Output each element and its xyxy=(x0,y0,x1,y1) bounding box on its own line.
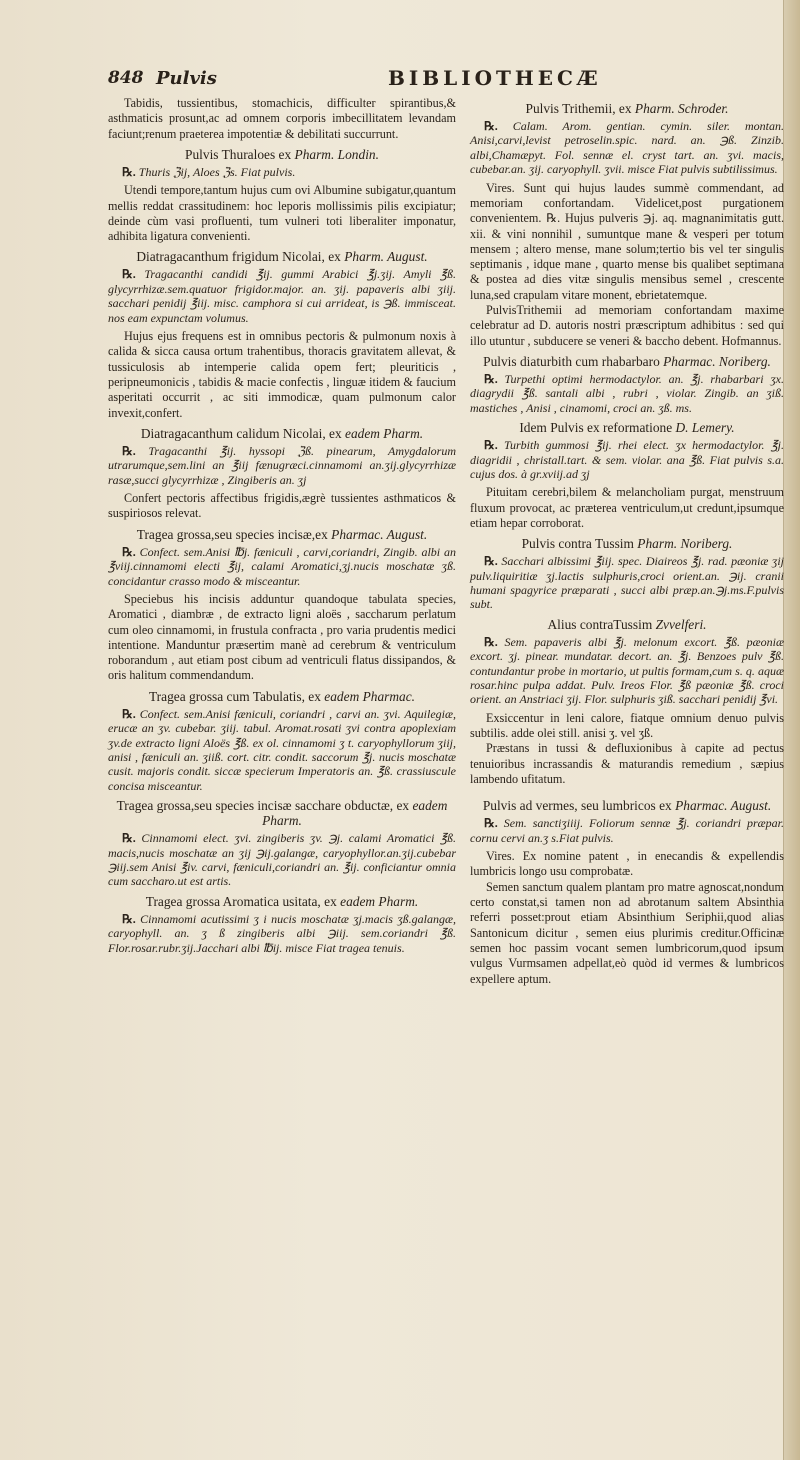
recipe-symbol: ℞. xyxy=(484,634,505,649)
heading-text: Pulvis ad vermes, seu lumbricos ex xyxy=(482,798,676,814)
recipe-heading xyxy=(470,354,784,369)
prescription-text: Cinnamomi elect. ʒvi. zingiberis ʒv. ℈j. calami Aromatici ℥ß. macis,nucis moschatæ an ʒij ℈ij.galangæ, caryophyllor.an.ʒij.cubebar ℈iij.sem Anisi ℥iv. carvi, fæniculi,coriandri an. ℥ij. conficiantur omnia cum saccharo.ut est artis. xyxy=(108,831,457,889)
prescription xyxy=(108,912,456,955)
recipe-heading xyxy=(470,617,784,632)
heading-text: Tragea grossa,seu species incisæ sacchare obductæ, ex xyxy=(116,798,413,814)
heading-text: Pulvis contra Tussim xyxy=(521,536,638,552)
right-column xyxy=(470,96,784,987)
prescription-text: Tragacanthi ℥ij. hyssopi ℨß. pinearum, Amygdalorum utrarumque,sem.lini an ℥iij fænugræci.cinnamomi an.ʒij.glycyrrhizæ rasæ,succi glycyrrhizæ , Zingiberis an. ʒj xyxy=(108,443,456,487)
prescription xyxy=(470,119,784,177)
prescription xyxy=(470,372,784,415)
recipe-heading xyxy=(108,527,456,542)
heading-text: Pulvis Thuraloes ex xyxy=(185,146,295,162)
spacer xyxy=(470,787,784,793)
heading-text: Tragea grossa Aromatica usitata, ex xyxy=(145,893,341,909)
prescription-text: Confect. sem.Anisi fæniculi, coriandri , carvi an. ʒvi. Aquilegiæ, erucæ an ʒv. cubebar. ʒiij. tabul. Aromat.rosati ʒvi contra apoplexiam ʒv.de extracto ligni Aloës ℥ß. ex ol. cinnamomi ʒ t. caryophyllorum ʒiij, anisi , fæniculi an. ʒiiß. cort. citr. condit. saccorum ℥j. nucis moschatæ cusit. majoris condit. siccæ specierum Imperatoris an. ℥ß. crassiuscule concisa misceantur. xyxy=(108,706,456,793)
paragraph: Semen sanctum qualem plantam pro matre agnoscat,nondum certo constat,si tamen non ad abrotanum saltem Absinthia referri posset:prout etiam Absinthium Seriphii,quod alias Santonicum dicitur , semen eius plurimis creditur.Officinæ semen hoc passim vocant semen lumbricorum,quod ipsum vulgus Vurmsamen adpellat,eò quòd id vermes & lumbricos expellere aptum. xyxy=(470,879,784,986)
recipe-symbol: ℞. xyxy=(122,831,142,846)
recipe-heading xyxy=(470,101,784,116)
prescription-text: Calam. Arom. gentian. cymin. siler. montan. Anisi,carvi,levist petroselin.spic. nard. an. ℈ß. Zinzib. albi,Chamæpyt. Fol. sennæ el. cryst tart. an. ʒvi. macis, cubebar.an. ʒij. caryophyll. ʒvii. misce Fiat pulvis subtilissimus. xyxy=(470,119,784,177)
heading-text: Pulvis Trithemii, ex xyxy=(525,101,635,116)
recipe-symbol: ℞. xyxy=(484,554,502,569)
paragraph: Speciebus his incisis adduntur quandoque tabulata species, Aromatici , diambræ , de extracto ligni aloës , saccharum perlatum cum oleo cinnamomi, in frustula confracta , pro varia prudentis medici intentione. Manduntur præsertim manè ad cerebrum & ventriculum roborandum , aut etiam post cibum ad ventriculi flatus dissipandos, & oris halitum commendandum. xyxy=(108,591,456,683)
recipe-heading xyxy=(470,536,784,551)
prescription xyxy=(108,165,456,179)
heading-source: Pharm. Schroder. xyxy=(634,101,729,116)
heading-source: eadem Pharmac. xyxy=(324,688,416,704)
heading-text: Diatragacanthum frigidum Nicolai, ex xyxy=(136,249,345,265)
prescription xyxy=(470,554,784,612)
recipe-symbol: ℞. xyxy=(122,443,149,458)
heading-source: Zvvelferi. xyxy=(655,616,707,632)
heading-text: Tragea grossa,seu species incisæ,ex xyxy=(136,526,332,542)
prescription xyxy=(470,816,784,845)
paragraph: Tabidis, tussientibus, stomachicis, difficulter spirantibus,& asthmaticis prosunt,ac ad omnem corporis imbecillitatem levandam faciunt;renum praeterea impotentiæ & debilitati succurrunt. xyxy=(108,96,456,141)
heading-source: Pharmac. August. xyxy=(331,526,428,542)
recipe-symbol: ℞. xyxy=(484,816,504,831)
recipe-heading xyxy=(108,689,456,704)
prescription-text: Tragacanthi candidi ℥ij. gummi Arabici ℥j.ʒij. Amyli ℥ß. glycyrrhizæ.sem.quatuor frigidor.major. an. ʒij. papaveris albi ʒiij. sacchari penidij ℥iij. misc. camphora si cui arrideat, is ℈ß. immisceat. nos eam expunctam volumus. xyxy=(108,267,456,325)
recipe-heading xyxy=(108,798,456,828)
recipe-symbol: ℞. xyxy=(484,119,513,133)
recipe-heading xyxy=(470,420,784,435)
recipe-symbol: ℞. xyxy=(484,371,505,386)
recipe-heading xyxy=(108,249,456,264)
paragraph: Vires. Ex nomine patent , in enecandis & expellendis lumbricis longo usu comprobatæ. xyxy=(470,849,784,879)
prescription xyxy=(108,831,456,889)
prescription xyxy=(108,267,456,325)
heading-text: Diatragacanthum calidum Nicolai, ex xyxy=(140,425,346,441)
heading-text: Alius contraTussim xyxy=(547,616,656,632)
heading-source: Pharmac. August. xyxy=(675,798,772,814)
heading-source: eadem Pharm. xyxy=(345,425,424,441)
page-header xyxy=(108,68,770,92)
paragraph: Utendi tempore,tantum hujus cum ovi Albumine subigatur,quantum mellis reddat crassitudinem: hoc leporis mollissimis pilis excipiatur; deinde cùm vasi profluenti, tum vulneri toti liberaliter imponatur, adhibita ligatura convenienti. xyxy=(108,183,456,244)
heading-source: Pharm. Noriberg. xyxy=(637,536,733,552)
paragraph: Hujus ejus frequens est in omnibus pectoris & pulmonum noxis à calida & sicca causa ortum trahentibus, thoracis gravitatem allevat, & tussiculosis ab intemperie calida opem fert; pleuriticis , peripneumonicis , tabidis & macie confectis , linguæ itidem & faucium asperitati occurrit , ac siti immodicæ, quam pulmonum calor invexit,confert. xyxy=(108,329,456,420)
recipe-symbol: ℞. xyxy=(484,438,504,453)
recipe-symbol: ℞. xyxy=(122,706,140,721)
prescription xyxy=(108,707,456,793)
paragraph: PulvisTrithemii ad memoriam confortandam maxime celebratur ad D. autoris nostri præscriptum adhibitus : sed qui illo utuntur , subducere se veneri & baccho debent. Hofmannus. xyxy=(470,303,784,348)
prescription xyxy=(470,438,784,481)
recipe-heading xyxy=(470,798,784,813)
heading-source: Pharm. August. xyxy=(344,249,428,265)
page-edge xyxy=(783,0,800,1460)
paragraph: Confert pectoris affectibus frigidis,ægrè tussientes asthmaticos & suspiriosos relevat. xyxy=(108,491,456,521)
prescription xyxy=(470,635,784,707)
heading-source: eadem Pharm. xyxy=(340,893,419,909)
heading-text: Pulvis diaturbith cum rhabarbaro xyxy=(483,353,664,369)
prescription-text: Cinnamomi acutissimi ʒ i nucis moschatæ ʒj.macis ʒß.galangæ, caryophyll. an. ʒ ß zingiberis albi ℈iij. sem.coriandri ℥ß. Flor.rosar.rubr.ʒij.Jacchari albi ℔ij. misce Fiat tragea tenuis. xyxy=(108,911,456,955)
recipe-symbol: ℞. xyxy=(122,267,145,282)
paragraph: Pituitam cerebri,bilem & melancholiam purgat, menstruum fluxum provocat, ac præterea ventriculum,ut credunt,ipsumque etiam hepar corroborat. xyxy=(470,485,784,530)
page-number: 848 xyxy=(108,68,144,88)
heading-text: Tragea grossa cum Tabulatis, ex xyxy=(148,688,325,704)
heading-text: Idem Pulvis ex reformatione xyxy=(519,420,676,436)
paragraph: Exsiccentur in leni calore, fiatque omnium denuo pulvis subtilis. adde olei still. anisi ʒ. vel ʒß. xyxy=(470,710,784,741)
prescription-text: Sacchari albissimi ℥iij. spec. Diaireos ℥j. rad. pæoniæ ʒij pulv.liquiritiæ ʒj.lactis sulphuris,croci orient.an. ℈ij. cranii humani spagyrice præparati , succi albi præp.an.℈j.ms.F.pulvis subt. xyxy=(470,554,784,612)
recipe-symbol: ℞. xyxy=(122,164,139,179)
prescription-text: Confect. sem.Anisi ℔j. fæniculi , carvi,coriandri, Zingib. albi an ℥viij.cinnamomi electi ℥ij, calami Aromatici,ʒj.nucis moschatæ ʒß. concidantur crasso modo & misceantur. xyxy=(108,544,456,588)
prescription-text: Thuris ℨij, Aloes ℨs. Fiat pulvis. xyxy=(138,164,296,179)
heading-source: Pharm. Londin. xyxy=(294,146,379,162)
running-title: BIBLIOTHECÆ xyxy=(388,66,602,90)
heading-source: D. Lemery. xyxy=(675,420,735,436)
prescription xyxy=(108,545,456,588)
recipe-heading xyxy=(108,426,456,441)
recipe-symbol: ℞. xyxy=(122,544,140,559)
paragraph: Præstans in tussi & defluxionibus à capite ad pectus tenuioribus incrassandis & maturandis remedium , sæpius lambendo ufitatum. xyxy=(470,741,784,787)
heading-source: eadem Pharm. xyxy=(262,798,448,829)
prescription-text: Turbith gummosi ℥ij. rhei elect. ʒx hermodactylor. ℥j. diagridii , christall.tart. & sem. violar. ana ℥ß. Fiat pulvis s.a. cujus dos. à gr.xviij.ad ʒj xyxy=(470,438,784,481)
prescription xyxy=(108,444,456,487)
prescription-text: Sem. sanctiʒiiij. Foliorum sennæ ℥j. coriandri præpar. cornu cervi an.ʒ s.Fiat pulvis. xyxy=(470,816,785,845)
prescription-text: Turpethi optimi hermodactylor. an. ℥j. rhabarbari ʒx. diagrydii ℥ß. santali albi , rubri , violar. Zingib. an ʒiß. mastiches , Anisi , cinamomi, croci an. ʒß. ms. xyxy=(470,371,784,415)
heading-source: Pharmac. Noriberg. xyxy=(663,353,771,369)
prescription-text: Sem. papaveris albi ℥j. melonum excort. ℥ß. pæoniæ excort. ʒj. pinear. mundatar. decort. an. ℥j. Benzoes pulv ℥ß. contundantur probe in mortario, ut pultis formam,cum s. q. aquæ rosar.hinc pulpa addat. Pulv. Ireos Flor. ℥ß pæoniæ ℥ß. croci orient. an Anstriaci ʒij. Flor. sulphuris ʒiß. sacchari penidij ℥vi. xyxy=(470,634,785,707)
recipe-heading xyxy=(108,147,456,162)
paragraph: Vires. Sunt qui hujus laudes summè commendant, ad memoriam confortandam. Videlicet,post purgationem convenientem. ℞. Hujus pulveris ℈j. aq. magnanimitatis gutt. xii. & vini nonnihil , sumuntque mane & vesperi per totum mensem ; altero mense, mane solum;tertio bis vel ter singulis septimanis , idque mane , quarto mense bis qualibet septimana & postea ad dies vitæ singulis mensibus semel , crescente luna,sed crapulam vitare monent, ebrietatemque. xyxy=(470,180,784,302)
recipe-symbol: ℞. xyxy=(122,911,141,926)
recipe-heading xyxy=(108,894,456,909)
running-head: Pulvis xyxy=(156,68,217,89)
left-column xyxy=(108,96,456,959)
